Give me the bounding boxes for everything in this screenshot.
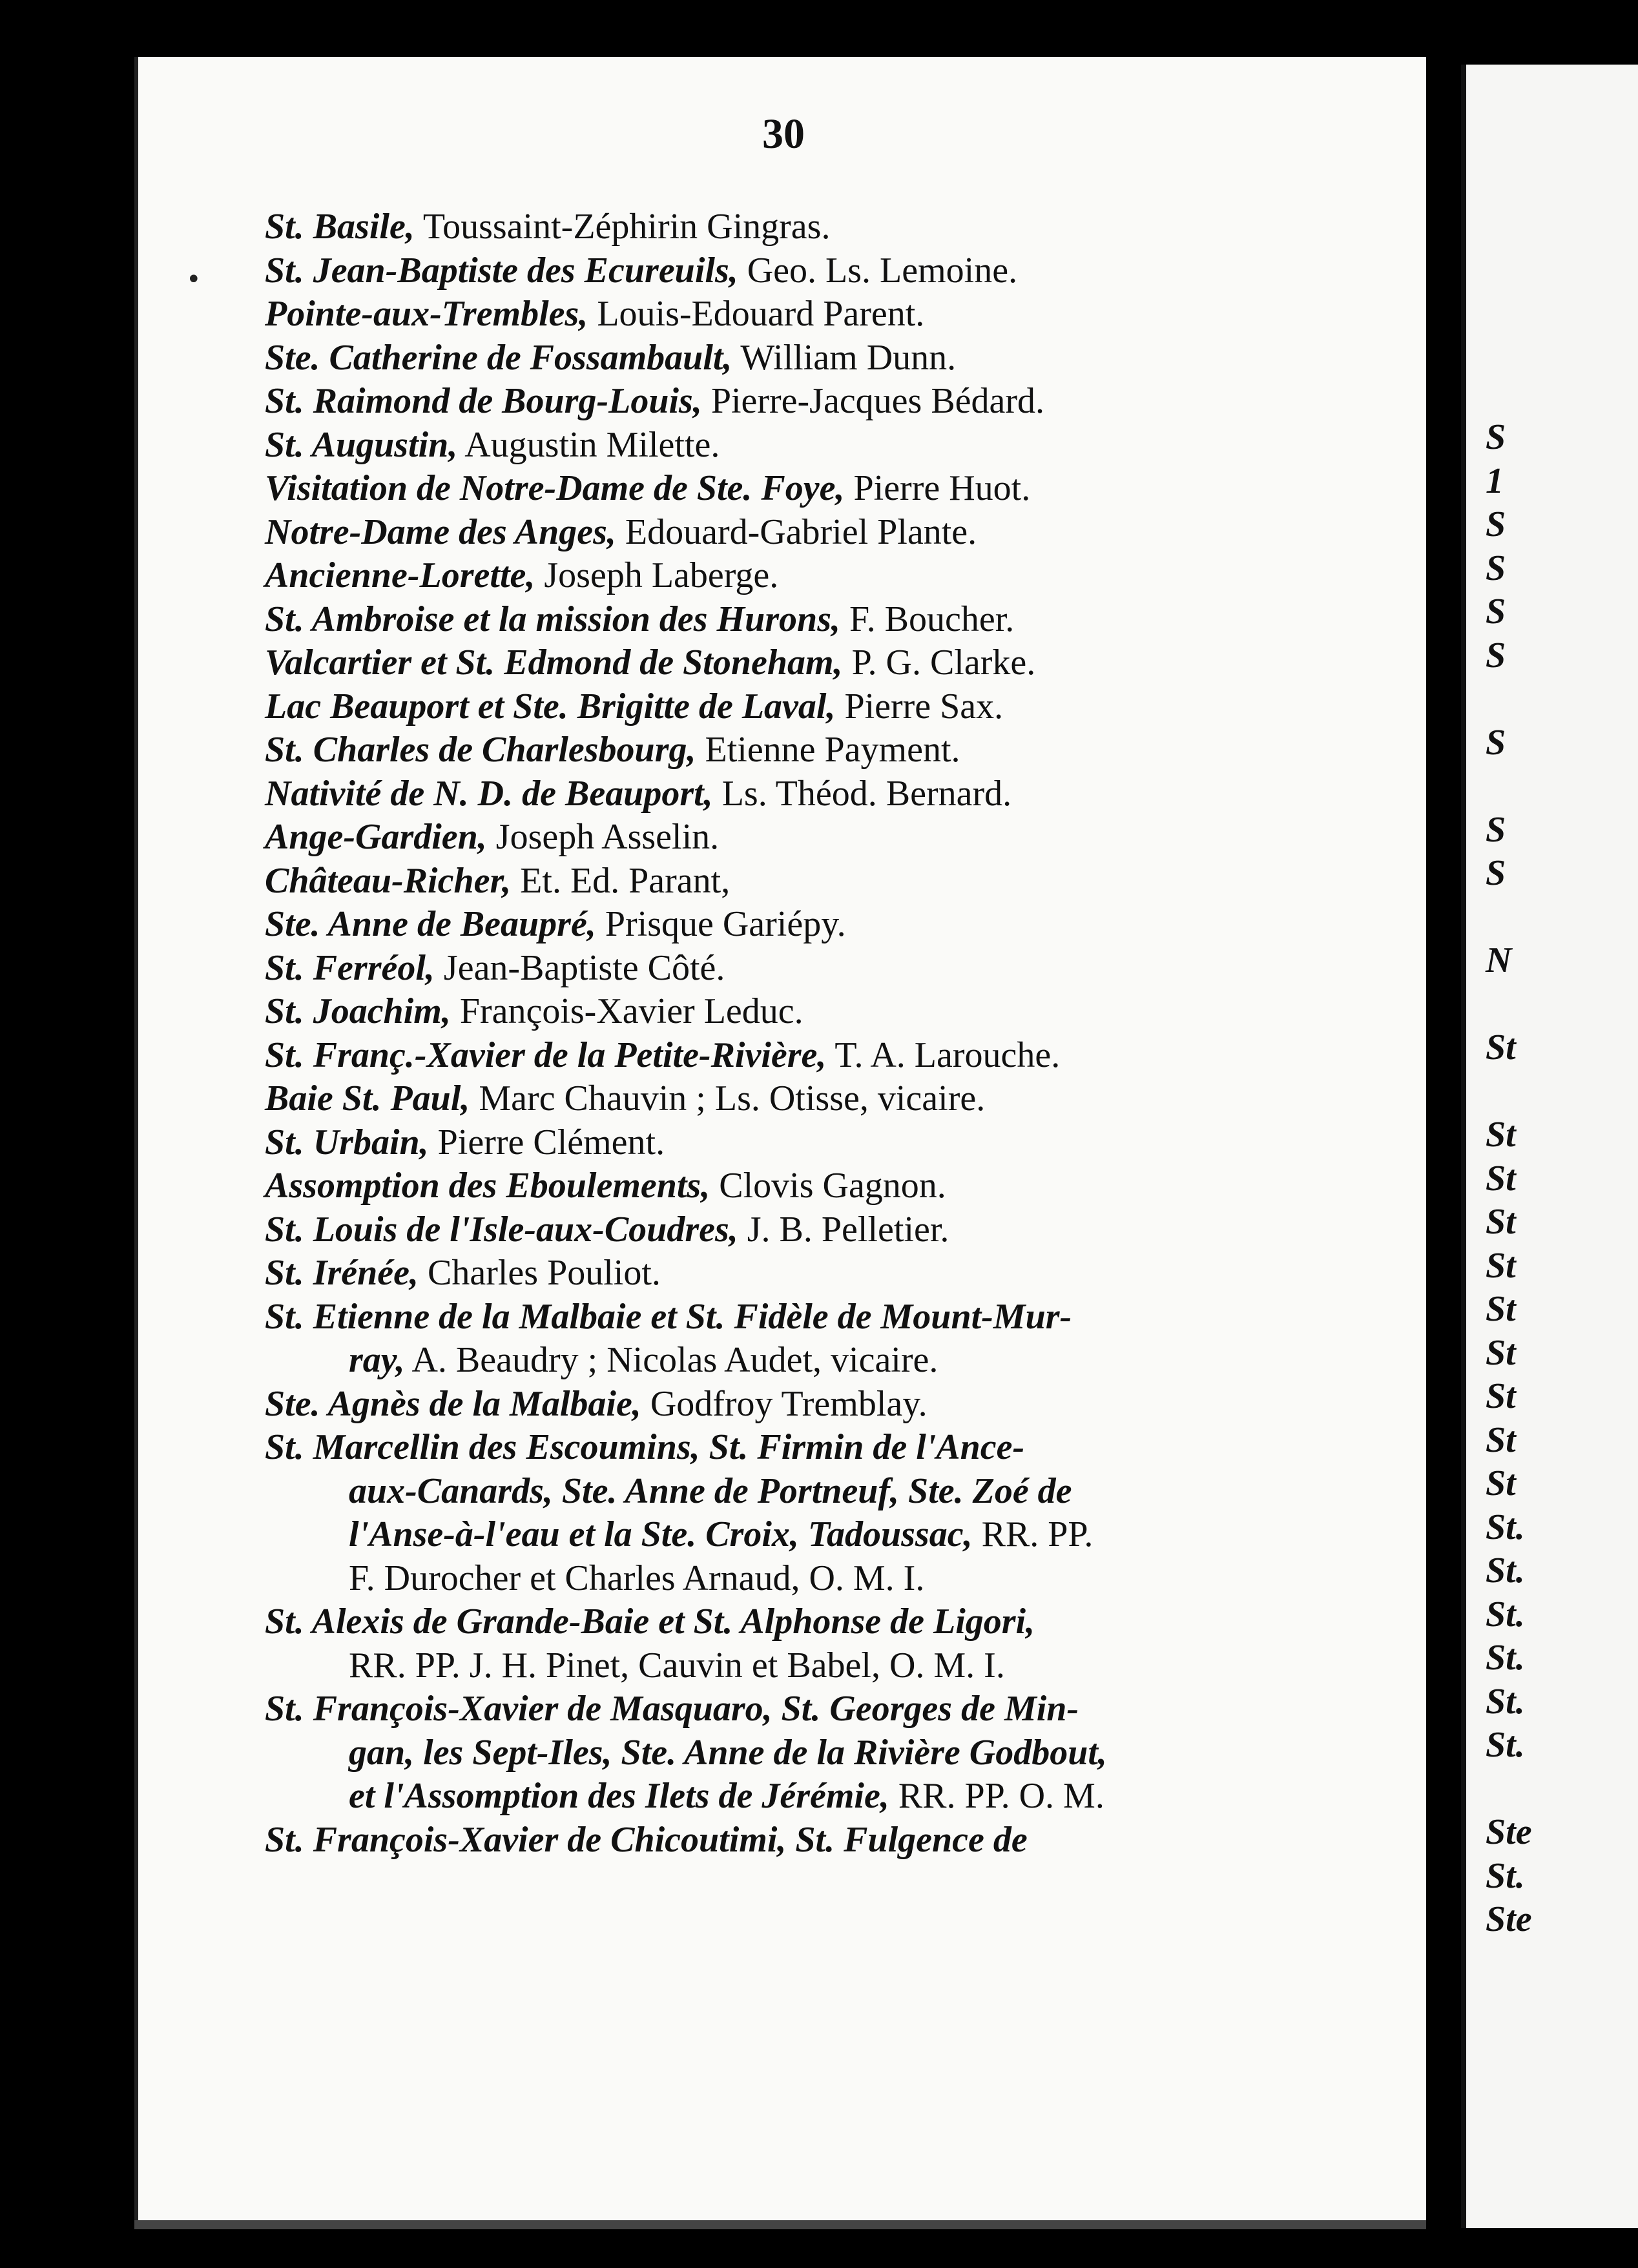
page-number: 30 bbox=[762, 110, 805, 158]
directory-line bbox=[265, 249, 1363, 293]
directory-line bbox=[265, 685, 1363, 729]
facing-page-fragment: N bbox=[1486, 940, 1512, 980]
directory-line bbox=[265, 293, 1363, 336]
facing-page-fragment: St bbox=[1486, 1158, 1516, 1199]
facing-page-fragment: St. bbox=[1486, 1507, 1525, 1547]
directory-line bbox=[265, 1557, 1363, 1601]
parish-name: l'Anse-à-l'eau et la Ste. Croix, Tadoussac, bbox=[349, 1514, 973, 1554]
clergy-names: Augustin Milette. bbox=[457, 424, 720, 465]
clergy-names: Pierre Clément. bbox=[428, 1122, 665, 1162]
clergy-names: F. Durocher et Charles Arnaud, O. M. I. bbox=[349, 1558, 925, 1598]
facing-page-fragment: S bbox=[1486, 635, 1506, 675]
clergy-names: Charles Pouliot. bbox=[419, 1253, 661, 1293]
parish-name: St. Urbain, bbox=[265, 1122, 429, 1162]
directory-line bbox=[265, 1644, 1363, 1688]
directory-line bbox=[265, 1164, 1363, 1208]
directory-line bbox=[265, 947, 1363, 991]
parish-name: St. Raimond de Bourg-Louis, bbox=[265, 381, 702, 421]
parish-name: Baie St. Paul, bbox=[265, 1078, 470, 1119]
clergy-names: Et. Ed. Parant, bbox=[511, 860, 731, 901]
directory-line bbox=[265, 554, 1363, 598]
facing-page-fragment: St bbox=[1486, 1463, 1516, 1503]
directory-line bbox=[265, 1339, 1363, 1383]
clergy-names: Geo. Ls. Lemoine. bbox=[738, 250, 1018, 291]
directory-line bbox=[265, 1077, 1363, 1121]
parish-name: St. Jean-Baptiste des Ecureuils, bbox=[265, 250, 738, 291]
parish-name: St. Etienne de la Malbaie et St. Fidèle de Mount-Mur- bbox=[265, 1296, 1072, 1337]
facing-page-fragment: S bbox=[1486, 722, 1506, 763]
clergy-names: T. A. Larouche. bbox=[826, 1035, 1061, 1075]
clergy-names: RR. PP. J. H. Pinet, Cauvin et Babel, O. M. I. bbox=[349, 1645, 1005, 1686]
facing-page-fragment: Ste bbox=[1486, 1899, 1532, 1939]
directory-line bbox=[265, 1513, 1363, 1557]
parish-name: gan, les Sept-Iles, Ste. Anne de la Rivière Godbout, bbox=[349, 1732, 1107, 1773]
facing-page-fragment: St. bbox=[1486, 1594, 1525, 1634]
facing-page-fragment: St bbox=[1486, 1289, 1516, 1329]
clergy-names: Joseph Laberge. bbox=[535, 555, 779, 595]
parish-name: Nativité de N. D. de Beauport, bbox=[265, 773, 713, 814]
clergy-names: Jean-Baptiste Côté. bbox=[434, 947, 725, 988]
facing-page-fragment: St. bbox=[1486, 1681, 1525, 1722]
clergy-names: RR. PP. bbox=[972, 1514, 1094, 1554]
directory-line bbox=[265, 467, 1363, 511]
facing-page-fragment: St bbox=[1486, 1202, 1516, 1242]
clergy-names: Ls. Théod. Bernard. bbox=[712, 773, 1012, 814]
parish-name: Ste. Agnès de la Malbaie, bbox=[265, 1383, 641, 1424]
clergy-names: Etienne Payment. bbox=[696, 730, 960, 770]
parish-name: St. Basile, bbox=[265, 207, 415, 247]
facing-page-fragment: St. bbox=[1486, 1855, 1525, 1896]
parish-name: St. Irénée, bbox=[265, 1253, 419, 1293]
parish-name: Ancienne-Lorette, bbox=[265, 555, 535, 595]
directory-line bbox=[265, 380, 1363, 424]
directory-line bbox=[265, 1208, 1363, 1252]
directory-line bbox=[265, 1819, 1363, 1862]
directory-line bbox=[265, 1121, 1363, 1165]
clergy-names: Prisque Gariépy. bbox=[596, 904, 846, 944]
facing-page-fragment: S bbox=[1486, 548, 1506, 588]
facing-page-fragment: St. bbox=[1486, 1551, 1525, 1591]
parish-name: Ange-Gardien, bbox=[265, 817, 487, 857]
directory-line bbox=[265, 1731, 1363, 1775]
clergy-names: Marc Chauvin ; Ls. Otisse, vicaire. bbox=[470, 1078, 986, 1119]
directory-line bbox=[265, 860, 1363, 903]
directory-line bbox=[265, 1383, 1363, 1427]
parish-name: St. Marcellin des Escoumins, St. Firmin de l'Ance- bbox=[265, 1427, 1025, 1467]
facing-page-fragment: St bbox=[1486, 1419, 1516, 1460]
parish-name: St. Alexis de Grande-Baie et St. Alphonse de Ligori, bbox=[265, 1602, 1035, 1642]
directory-line bbox=[265, 1775, 1363, 1819]
directory-line bbox=[265, 772, 1363, 816]
parish-name: St. Louis de l'Isle-aux-Coudres, bbox=[265, 1209, 738, 1250]
directory-line bbox=[265, 1426, 1363, 1470]
directory-line bbox=[265, 728, 1363, 772]
parish-name: St. Ferréol, bbox=[265, 947, 435, 988]
clergy-names: RR. PP. O. M. bbox=[889, 1776, 1104, 1816]
directory-line bbox=[265, 598, 1363, 642]
directory-line bbox=[265, 1034, 1363, 1078]
facing-page-fragment: St bbox=[1486, 1115, 1516, 1155]
clergy-names: A. Beaudry ; Nicolas Audet, vicaire. bbox=[404, 1340, 938, 1380]
parish-name: St. Ambroise et la mission des Hurons, bbox=[265, 599, 840, 639]
directory-text-block bbox=[265, 205, 1363, 1862]
clergy-names: Pierre Sax. bbox=[835, 686, 1004, 727]
facing-page-fragment: S bbox=[1486, 504, 1506, 544]
clergy-names: Pierre Huot. bbox=[844, 468, 1031, 508]
parish-name: Notre-Dame des Anges, bbox=[265, 511, 616, 552]
parish-name: aux-Canards, Ste. Anne de Portneuf, Ste. Zoé de bbox=[349, 1470, 1072, 1511]
directory-line bbox=[265, 336, 1363, 380]
clergy-names: P. G. Clarke. bbox=[842, 643, 1036, 683]
directory-line bbox=[265, 511, 1363, 555]
parish-name: Ste. Catherine de Fossambault, bbox=[265, 337, 732, 378]
directory-line bbox=[265, 424, 1363, 468]
clergy-names: William Dunn. bbox=[732, 337, 957, 378]
directory-line bbox=[265, 641, 1363, 685]
clergy-names: Godfroy Tremblay. bbox=[641, 1383, 928, 1424]
page-bottom-edge bbox=[134, 2220, 1426, 2229]
parish-name: St. Franç.-Xavier de la Petite-Rivière, bbox=[265, 1035, 827, 1075]
parish-name: St. François-Xavier de Chicoutimi, St. Fulgence de bbox=[265, 1819, 1028, 1860]
facing-page-fragment: St bbox=[1486, 1376, 1516, 1416]
clergy-names: Edouard-Gabriel Plante. bbox=[616, 511, 977, 552]
facing-page-fragment: 1 bbox=[1486, 460, 1504, 501]
facing-page-fragment: St. bbox=[1486, 1638, 1525, 1678]
clergy-names: François-Xavier Leduc. bbox=[450, 991, 803, 1031]
facing-page bbox=[1461, 65, 1638, 2228]
facing-page-fragment: St bbox=[1486, 1245, 1516, 1286]
directory-line bbox=[265, 903, 1363, 947]
facing-page-fragment: St. bbox=[1486, 1725, 1525, 1765]
directory-line bbox=[265, 1252, 1363, 1295]
clergy-names: Louis-Edouard Parent. bbox=[588, 294, 925, 334]
parish-name: St. François-Xavier de Masquaro, St. Georges de Min- bbox=[265, 1689, 1079, 1729]
parish-name: Ste. Anne de Beaupré, bbox=[265, 904, 596, 944]
parish-name: et l'Assomption des Ilets de Jérémie, bbox=[349, 1776, 889, 1816]
directory-line bbox=[265, 1295, 1363, 1339]
directory-line bbox=[265, 1600, 1363, 1644]
directory-line bbox=[265, 1687, 1363, 1731]
parish-name: Lac Beauport et Ste. Brigitte de Laval, bbox=[265, 686, 836, 727]
parish-name: St. Joachim, bbox=[265, 991, 451, 1031]
facing-page-fragment: S bbox=[1486, 592, 1506, 632]
directory-line bbox=[265, 1470, 1363, 1514]
clergy-names: Clovis Gagnon. bbox=[710, 1166, 946, 1206]
facing-page-fragment: S bbox=[1486, 853, 1506, 893]
parish-name: Assomption des Eboulements, bbox=[265, 1166, 710, 1206]
facing-page-fragment: S bbox=[1486, 417, 1506, 457]
clergy-names: J. B. Pelletier. bbox=[738, 1209, 949, 1250]
parish-name: Pointe-aux-Trembles, bbox=[265, 294, 588, 334]
facing-page-fragment: S bbox=[1486, 809, 1506, 850]
clergy-names: F. Boucher. bbox=[840, 599, 1015, 639]
facing-page-fragment: St bbox=[1486, 1027, 1516, 1067]
parish-name: Visitation de Notre-Dame de Ste. Foye, bbox=[265, 468, 845, 508]
facing-page-fragment: Ste bbox=[1486, 1812, 1532, 1852]
directory-line bbox=[265, 816, 1363, 860]
directory-line bbox=[265, 990, 1363, 1034]
facing-page-fragment: St bbox=[1486, 1332, 1516, 1373]
parish-name: St. Charles de Charlesbourg, bbox=[265, 730, 696, 770]
directory-line bbox=[265, 205, 1363, 249]
clergy-names: Joseph Asselin. bbox=[486, 817, 720, 857]
parish-name: Château-Richer, bbox=[265, 860, 512, 901]
clergy-names: Pierre-Jacques Bédard. bbox=[701, 381, 1045, 421]
parish-name: Valcartier et St. Edmond de Stoneham, bbox=[265, 643, 843, 683]
parish-name: St. Augustin, bbox=[265, 424, 458, 465]
parish-name: ray, bbox=[349, 1340, 405, 1380]
clergy-names: Toussaint-Zéphirin Gingras. bbox=[414, 207, 831, 247]
margin-mark: • bbox=[186, 265, 202, 294]
